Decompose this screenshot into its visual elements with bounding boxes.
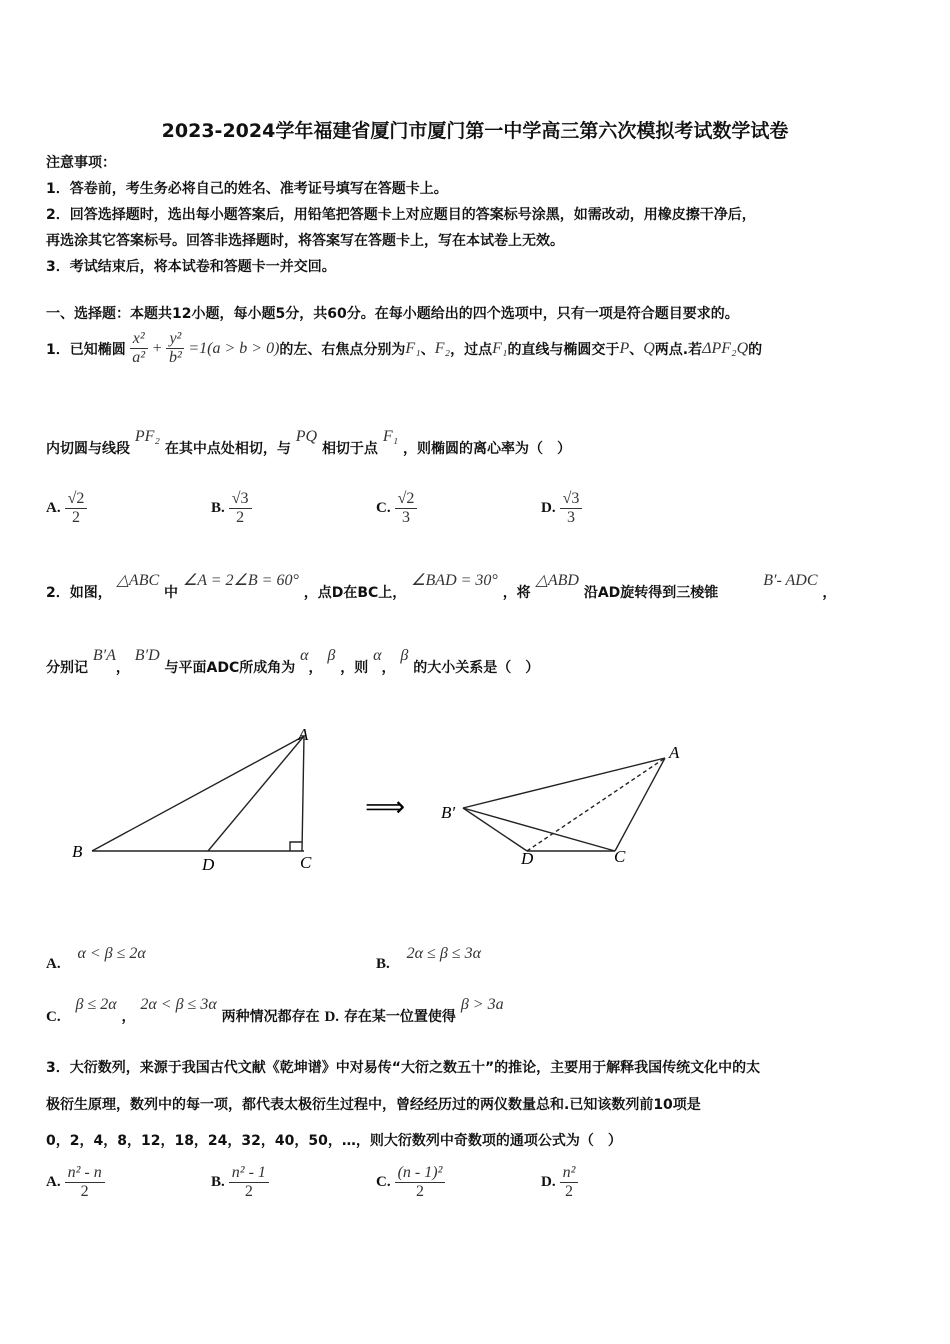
math: α xyxy=(300,647,309,664)
text: ，则椭圆的离心率为（ ） xyxy=(403,441,572,457)
question-3-line-2: 极衍生原理，数列中的每一项，都代表太极衍生过程中，曾经经历过的两仪数量总和.已知该数列前10项是 xyxy=(46,1097,701,1113)
text: ，将 xyxy=(502,585,531,601)
segment-ad-dashed xyxy=(527,758,665,851)
plus: + xyxy=(151,339,163,357)
segment-ad xyxy=(208,736,304,851)
text: 内切圆与线段 xyxy=(46,441,130,457)
text: 两点.若 xyxy=(654,341,703,358)
text: 、 xyxy=(629,341,644,358)
segment-bd xyxy=(463,808,527,851)
math: Q xyxy=(643,339,655,357)
math: β xyxy=(327,647,336,664)
segment-ac-prime xyxy=(615,758,665,851)
option-a[interactable]: A. $\frac{√2}{2}$ xyxy=(46,490,211,527)
segment-ab xyxy=(92,736,304,851)
page-title: 2023-2024学年福建省厦门市厦门第一中学高三第六次模拟考试数学试卷 xyxy=(161,120,789,142)
text: 的 xyxy=(748,341,763,358)
text: 的大小关系是（ ） xyxy=(413,660,540,676)
label-b: B xyxy=(72,842,83,861)
math: =1(a > b > 0) xyxy=(188,339,280,357)
math: F₁ xyxy=(492,339,508,357)
option-c[interactable]: C. $\frac{\text{(n - 1)²}}{2}$ xyxy=(376,1164,541,1201)
label-d: D xyxy=(202,855,215,874)
text: ，点D在BC上， xyxy=(303,585,407,601)
text: 1．已知椭圆 xyxy=(46,341,126,358)
math: F₁ xyxy=(382,428,399,445)
segment-ac xyxy=(302,736,304,851)
math: F₁ xyxy=(405,339,421,357)
text: ，过点 xyxy=(450,341,493,358)
label-b-prime: B′ xyxy=(441,803,456,822)
math: ΔPF₂Q xyxy=(702,339,749,357)
label-d-prime: D xyxy=(521,849,534,868)
math: B′A xyxy=(92,647,116,664)
question-3-line-3: 0，2，4，8，12，18，24，32，40，50，…，则大衍数列中奇数项的通项公式为（ ） xyxy=(46,1133,622,1149)
notice-item: 1．答卷前，考生务必将自己的姓名、准考证号填写在答题卡上。 xyxy=(46,181,448,197)
math: β xyxy=(400,647,409,664)
question-3-line-1: 3．大衍数列，来源于我国古代文献《乾坤谱》中对易传“大衍之数五十”的推论，主要用于解释我国传统文化中的太 xyxy=(46,1060,761,1076)
fraction: $\frac{\text{x²}}{\text{a²}}$ xyxy=(130,330,148,367)
text: 在其中点处相切，与 xyxy=(164,441,291,457)
option-c[interactable]: C. $\frac{√2}{3}$ xyxy=(376,490,541,527)
label-a: A xyxy=(298,725,309,744)
question-3-options xyxy=(46,1164,582,1201)
math: F₂ xyxy=(434,339,451,357)
text: ， xyxy=(822,585,837,601)
notice-heading: 注意事项： xyxy=(46,155,116,171)
notice-item: 3．考试结束后，将本试卷和答题卡一并交回。 xyxy=(46,259,336,275)
text: 、 xyxy=(420,341,435,358)
segment-bc-prime xyxy=(463,808,615,851)
fraction: $\frac{\text{y²}}{\text{b²}}$ xyxy=(166,330,184,367)
math: △ABC xyxy=(116,572,160,589)
text: 中 xyxy=(164,585,179,601)
text: 的左、右焦点分别为 xyxy=(279,341,406,358)
math: PF₂ xyxy=(134,428,160,445)
option-c-d[interactable]: C. β ≤ 2α ， 2α < β ≤ 3α 两种情况都存在 D. 存在某一位置使得 β > 3a xyxy=(46,996,504,1025)
math: PQ xyxy=(295,428,318,445)
notice-item: 2．回答选择题时，选出每小题答案后，用铅笔把答题卡上对应题目的答案标号涂黑，如需改动，用橡皮擦干净后， xyxy=(46,207,756,223)
right-angle-mark xyxy=(290,842,302,851)
label-c: C xyxy=(300,853,312,872)
math: ∠BAD = 30° xyxy=(411,572,498,589)
label-a-prime: A xyxy=(669,743,680,762)
option-a[interactable]: A. α < β ≤ 2α xyxy=(46,945,146,972)
segment-ba xyxy=(463,758,665,808)
text: ，则 xyxy=(340,660,369,676)
option-d[interactable]: D. $\frac{√3}{3}$ xyxy=(541,490,586,527)
text: ， xyxy=(115,660,130,676)
arrow-icon: ⟹ xyxy=(365,792,406,823)
text: 相切于点 xyxy=(321,441,378,457)
math: P xyxy=(619,339,630,357)
notice-item: 再选涂其它答案标号。回答非选择题时，将答案写在答题卡上，写在本试卷上无效。 xyxy=(46,233,564,249)
section-heading: 一、选择题：本题共12小题，每小题5分，共60分。在每小题给出的四个选项中，只有一项是符合题目要求的。 xyxy=(46,306,739,322)
option-a[interactable]: A. $\frac{\text{n² - n}}{2}$ xyxy=(46,1164,211,1201)
option-b[interactable]: B. $\frac{\text{n² - 1}}{2}$ xyxy=(211,1164,376,1201)
math: B′- ADC xyxy=(763,572,818,589)
math: α xyxy=(373,647,382,664)
text: 的直线与椭圆交于 xyxy=(507,341,620,358)
text: 与平面ADC所成角为 xyxy=(164,660,296,676)
math: △ABD xyxy=(535,572,579,589)
text: 沿AD旋转得到三棱锥 xyxy=(583,585,719,601)
text: 2．如图， xyxy=(46,585,112,601)
option-b[interactable]: B. $\frac{√3}{2}$ xyxy=(211,490,376,527)
text: ， xyxy=(381,660,396,676)
math: ∠A = 2∠B = 60° xyxy=(182,572,299,589)
math: B′D xyxy=(134,647,160,664)
text: 分别记 xyxy=(46,660,88,676)
label-c-prime: C xyxy=(614,847,626,866)
option-b[interactable]: B. 2α ≤ β ≤ 3α xyxy=(376,945,481,972)
option-d[interactable]: D. $\frac{\text{n²}}{2}$ xyxy=(541,1164,582,1201)
text: ， xyxy=(308,660,323,676)
